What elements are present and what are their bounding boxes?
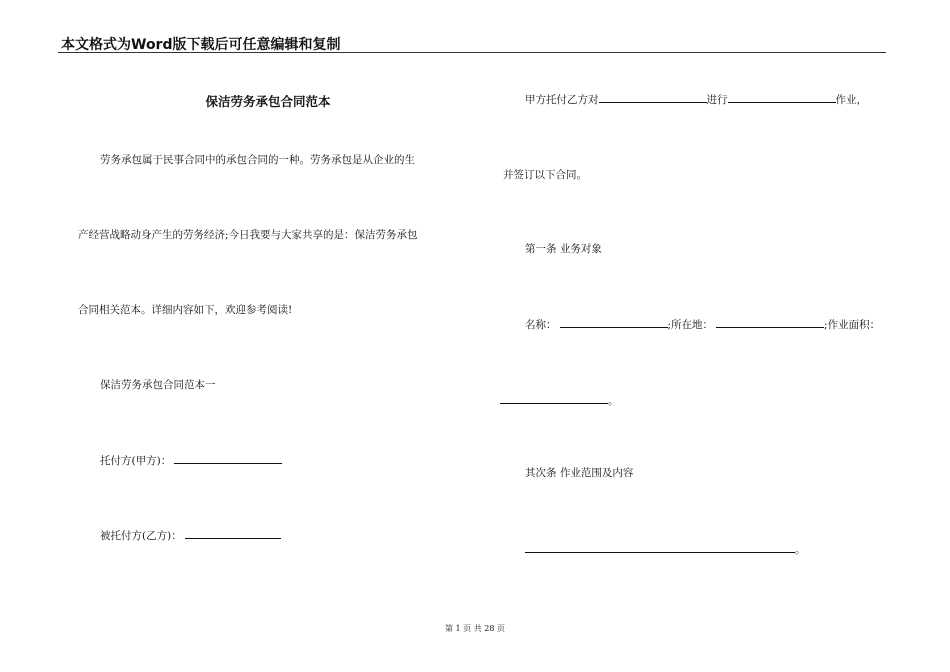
intro-prefix: 甲方托付乙方对 — [525, 94, 599, 106]
name-label: 名称： — [525, 319, 557, 331]
intro-line — [525, 92, 867, 107]
area-blank — [500, 393, 608, 404]
intro-paragraph-line-2: 产经营战略动身产生的劳务经济;今日我要与大家共享的是：保洁劳务承包 — [78, 229, 418, 241]
intro-paragraph-line-1: 劳务承包属于民事合同中的承包合同的一种。劳务承包是从企业的生 — [100, 154, 415, 166]
target-blank — [599, 92, 707, 103]
area-line — [500, 393, 619, 408]
party-b-line — [100, 528, 281, 543]
sample-heading: 保洁劳务承包合同范本一 — [100, 379, 216, 391]
scope-blank — [525, 542, 795, 553]
location-blank — [716, 317, 824, 328]
intro-paragraph-line-3: 合同相关范本。详细内容如下，欢迎参考阅读! — [78, 304, 293, 316]
scope-line — [525, 542, 806, 557]
article-1-heading: 第一条 业务对象 — [525, 243, 602, 255]
area-label: ;作业面积： — [824, 319, 881, 331]
document-title: 保洁劳务承包合同范本 — [205, 94, 331, 109]
party-b-blank — [185, 528, 281, 539]
area-end: 。 — [608, 395, 619, 407]
article-2-heading: 其次条 作业范围及内容 — [525, 467, 634, 479]
header-divider — [58, 52, 886, 53]
name-blank — [560, 317, 668, 328]
work-blank — [728, 92, 836, 103]
document-header-title: 本文格式为Word版下载后可任意编辑和复制 — [61, 37, 341, 53]
page-number: 第 1 页 共 28 页 — [445, 624, 505, 633]
scope-end: 。 — [795, 544, 806, 556]
intro-line-2: 并签订以下合同。 — [503, 169, 587, 181]
party-b-label: 被托付方(乙方)： — [100, 530, 182, 542]
party-a-label: 托付方(甲方)： — [100, 455, 172, 467]
intro-suffix: 作业， — [835, 94, 867, 106]
business-object-line — [525, 317, 880, 332]
location-label: ;所在地： — [667, 319, 714, 331]
party-a-blank — [174, 453, 282, 464]
intro-middle: 进行 — [706, 94, 728, 106]
party-a-line — [100, 453, 282, 468]
